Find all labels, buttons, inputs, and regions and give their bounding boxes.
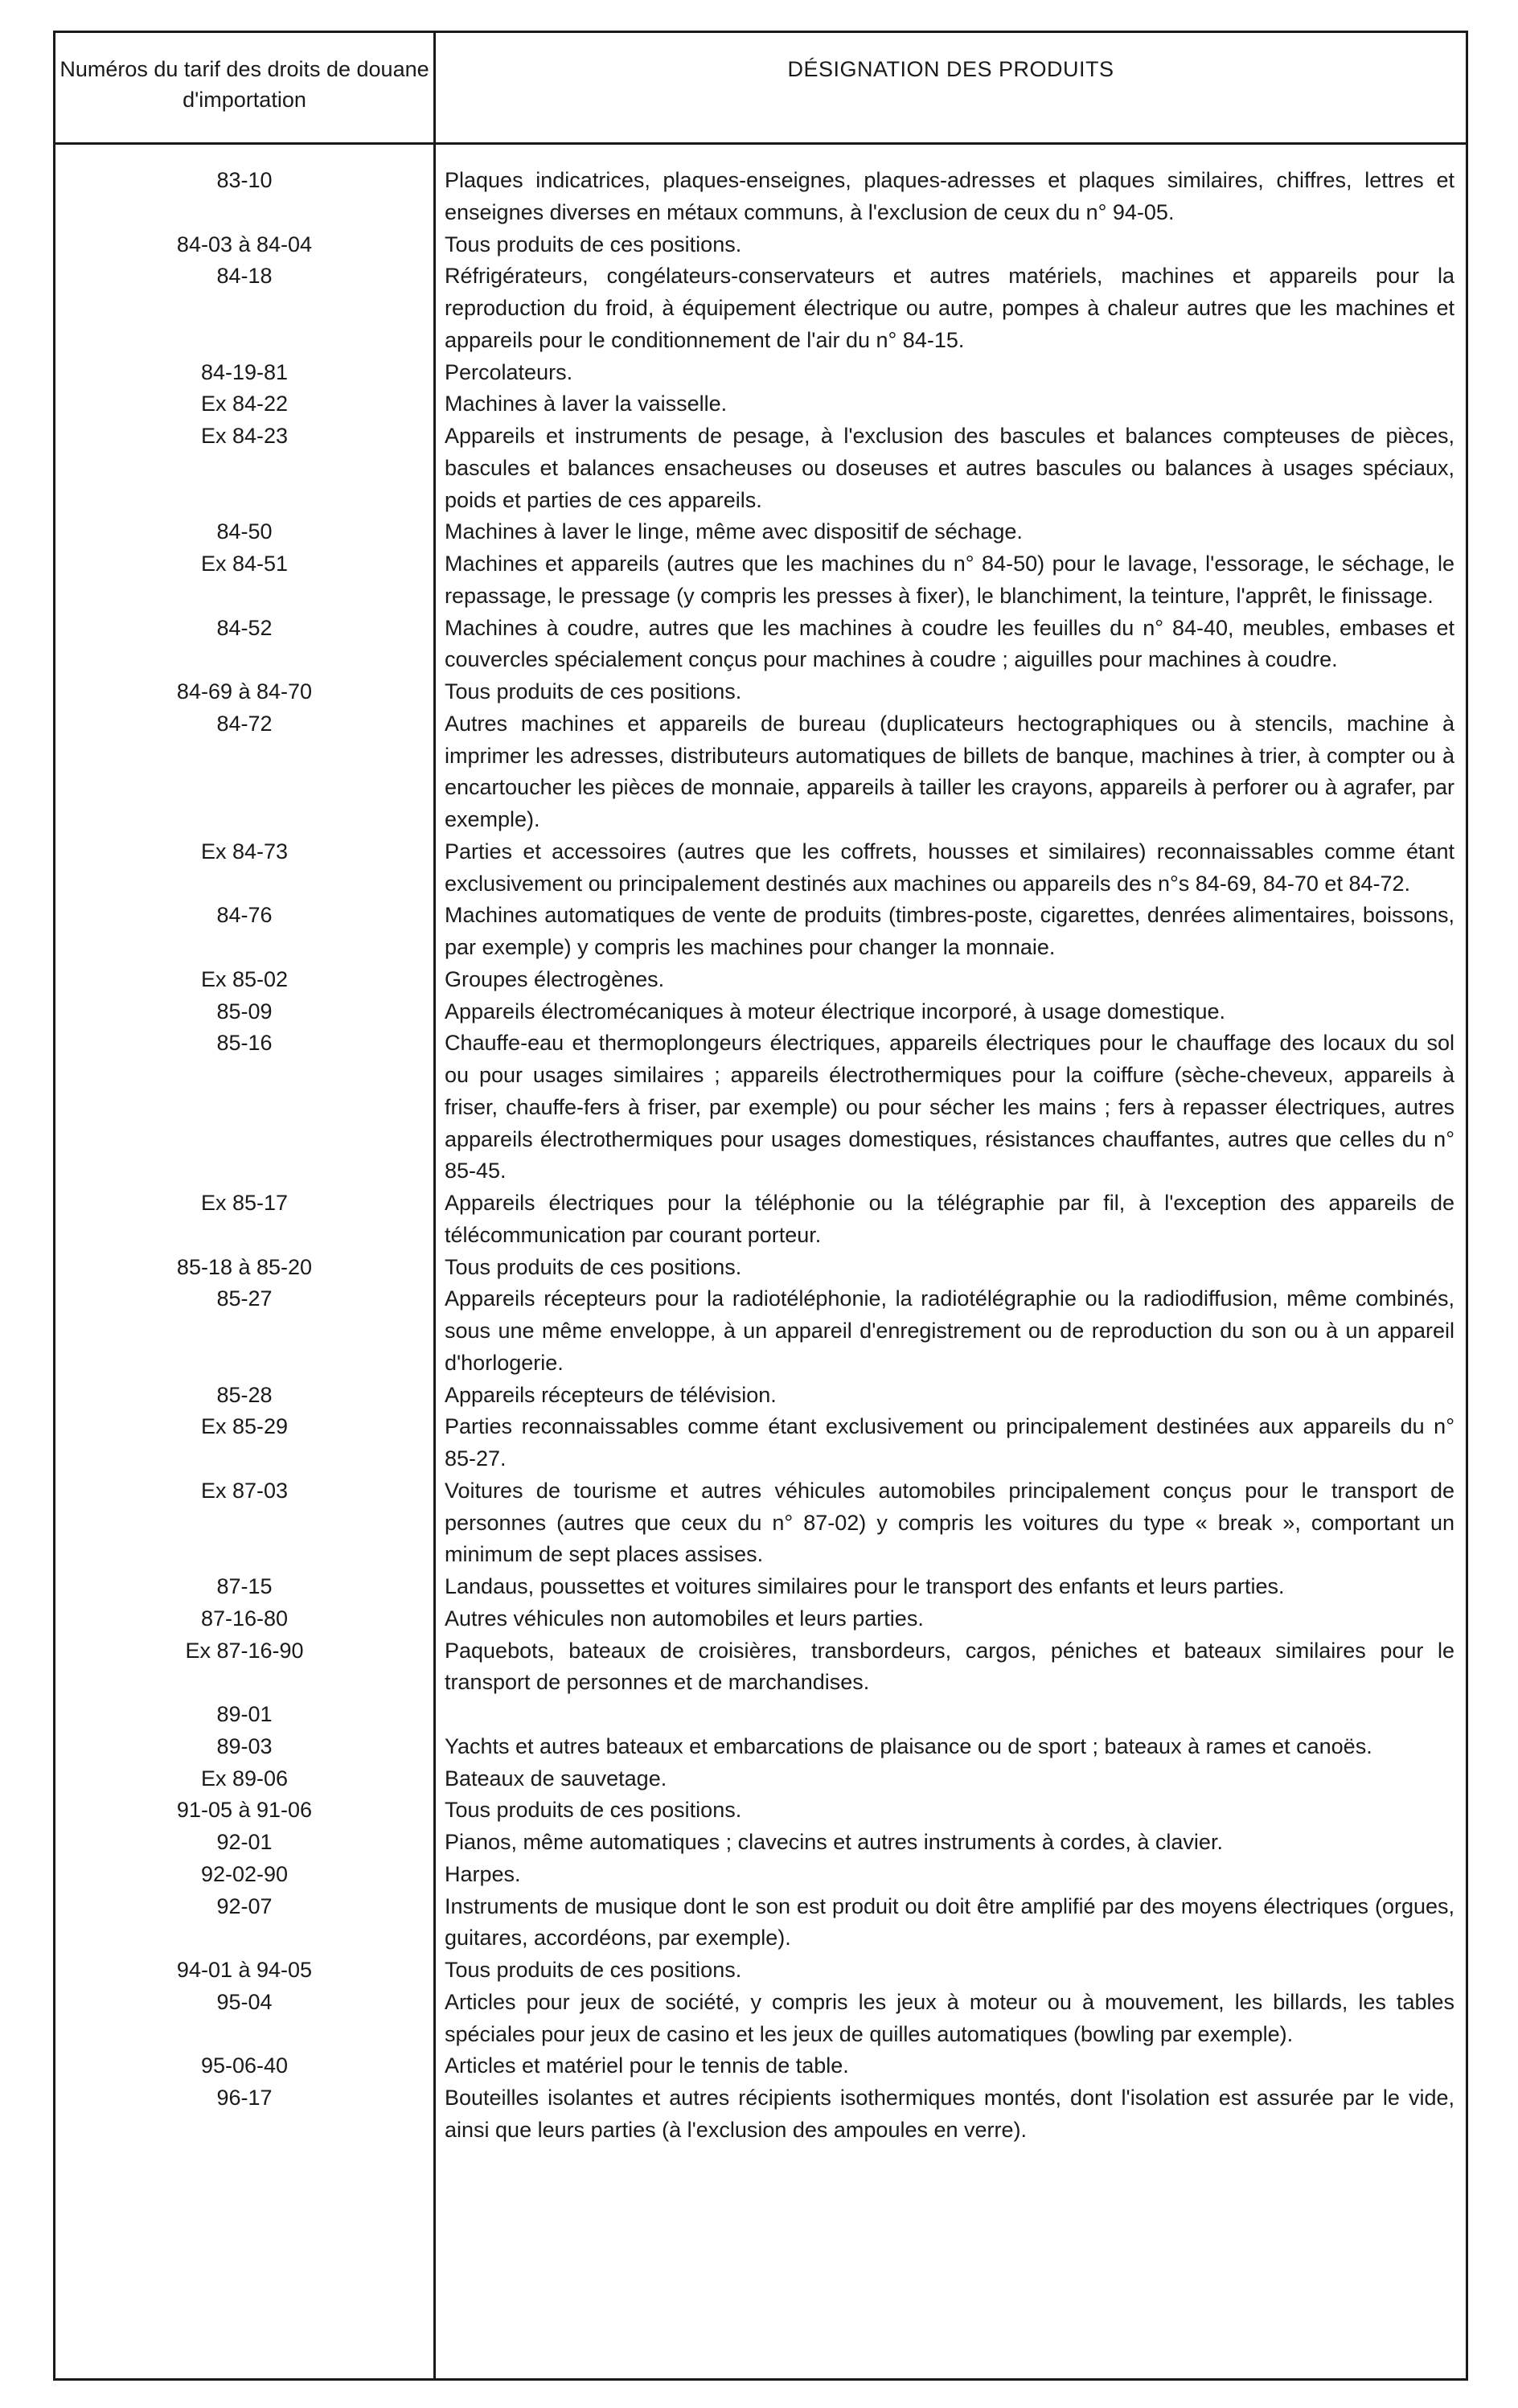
table-row <box>55 229 1466 261</box>
product-designation: Tous produits de ces positions. <box>445 1798 742 1823</box>
tariff-number: Ex 84-23 <box>200 424 289 448</box>
table-row <box>55 1731 1466 1763</box>
tariff-number: 85-09 <box>216 999 273 1024</box>
table-row <box>55 2050 1466 2082</box>
tariff-number: 96-17 <box>216 2086 273 2110</box>
product-designation: Machines à laver le linge, même avec dispositif de séchage. <box>445 519 1023 544</box>
product-designation: Paquebots, bateaux de croisières, transbordeurs, cargos, péniches et bateaux similaires pour le transport de personnes et de marchandises. <box>445 1638 1454 1695</box>
table-row <box>55 1571 1466 1603</box>
table-row <box>55 388 1466 420</box>
tariff-number: 95-06-40 <box>200 2053 289 2078</box>
tariff-number: 85-16 <box>216 1031 273 1056</box>
product-designation: Appareils électriques pour la téléphonie ou la télégraphie par fil, à l'exception des appareils de télécommunication par courant porteur. <box>445 1191 1454 1247</box>
header-tariff-numbers: Numéros du tarif des droits de douane d'importation <box>59 57 429 112</box>
product-designation: Appareils récepteurs de télévision. <box>445 1382 777 1407</box>
table-row <box>55 2082 1466 2147</box>
table-row <box>55 1380 1466 1412</box>
tariff-number: Ex 85-17 <box>200 1191 289 1215</box>
product-designation: Machines automatiques de vente de produits (timbres-poste, cigarettes, denrées alimentaires, boissons, par exemple) y compris les machines pour changer la monnaie. <box>445 903 1454 959</box>
table-row <box>55 964 1466 996</box>
product-designation: Autres véhicules non automobiles et leurs parties. <box>445 1606 924 1631</box>
tariff-number: 84-18 <box>216 264 273 289</box>
product-designation: Tous produits de ces positions. <box>445 232 742 256</box>
product-designation: Pianos, même automatiques ; clavecins et autres instruments à cordes, à clavier. <box>445 1830 1223 1854</box>
table-row <box>55 1252 1466 1284</box>
tariff-number: 91-05 à 91-06 <box>176 1798 313 1823</box>
tariff-number: 84-69 à 84-70 <box>176 679 313 704</box>
product-designation: Percolateurs. <box>445 359 573 384</box>
tariff-number: 84-19-81 <box>200 359 289 384</box>
table-row <box>55 1891 1466 1955</box>
table-row <box>55 1475 1466 1571</box>
product-designation: Appareils et instruments de pesage, à l'exclusion des bascules et balances compteuses de pièces, bascules et balances ensacheuses ou doseuses et autres bascules ou balances à usages spéciaux, poids et parties de ces appareils. <box>445 424 1454 512</box>
table-row <box>55 900 1466 964</box>
table-row <box>55 1859 1466 1891</box>
product-designation: Autres machines et appareils de bureau (duplicateurs hectographiques ou à stencils, machine à imprimer les adresses, distributeurs automatiques de billets de banque, machines à trier, à compter ou à encartoucher les pièces de monnaie, appareils à tailler les crayons, appareils à perforer ou à agrafer, par exemple). <box>445 711 1454 831</box>
product-designation: Machines à laver la vaisselle. <box>445 392 728 416</box>
product-designation: Plaques indicatrices, plaques-enseignes, plaques-adresses et plaques similaires, chiffres, lettres et enseignes diverses en métaux communs, à l'exclusion de ceux du n° 94-05. <box>445 168 1454 224</box>
product-designation: Tous produits de ces positions. <box>445 679 742 704</box>
tariff-number: 89-01 <box>216 1702 273 1726</box>
tariff-number: Ex 84-22 <box>200 392 289 416</box>
product-designation: Bouteilles isolantes et autres récipients isothermiques montés, dont l'isolation est assurée par le vide, ainsi que leurs parties (à l'exclusion des ampoules en verre). <box>445 2086 1454 2142</box>
table-row <box>55 1955 1466 1987</box>
table-row <box>55 420 1466 516</box>
table-row <box>55 357 1466 389</box>
table-row <box>55 1987 1466 2051</box>
product-designation: Bateaux de sauvetage. <box>445 1766 667 1791</box>
tariff-number: 92-02-90 <box>200 1861 289 1886</box>
tariff-number: 84-50 <box>216 519 273 544</box>
product-designation: Articles et matériel pour le tennis de table. <box>445 2053 849 2078</box>
product-designation: Parties reconnaissables comme étant exclusivement ou principalement destinées aux appareils du n° 85-27. <box>445 1414 1454 1471</box>
product-designation: Appareils électromécaniques à moteur électrique incorporé, à usage domestique. <box>445 999 1226 1024</box>
table-row <box>55 1827 1466 1859</box>
table-row <box>55 613 1466 677</box>
table-row <box>55 1283 1466 1379</box>
product-designation: Tous produits de ces positions. <box>445 1254 742 1279</box>
product-designation: Machines à coudre, autres que les machines à coudre les feuilles du n° 84-40, meubles, embases et couvercles spécialement conçus pour machines à coudre ; aiguilles pour machines à coudre. <box>445 615 1454 672</box>
tariff-number: Ex 89-06 <box>200 1766 289 1791</box>
table-row <box>55 1603 1466 1635</box>
table-row <box>55 165 1466 229</box>
product-designation: Chauffe-eau et thermoplongeurs électriques, appareils électriques pour le chauffage des locaux du sol ou pour usages similaires ; appareils électrothermiques pour la coiffure (sèche-cheveux, appareils à friser, chauffe-fers à friser, par exemple) ou pour sécher les mains ; fers à repasser électriques, autres appareils électrothermiques pour usages domestiques, résistances chauffantes, autres que celles du n° 85-45. <box>445 1031 1454 1183</box>
table-row <box>55 836 1466 900</box>
product-designation: Réfrigérateurs, congélateurs-conservateurs et autres matériels, machines et appareils pour la reproduction du froid, à équipement électrique ou autre, pompes à chaleur autres que les machines et appareils pour le conditionnement de l'air du n° 84-15. <box>445 264 1454 352</box>
table-row <box>55 708 1466 836</box>
tariff-number: 84-72 <box>216 711 273 736</box>
tariff-number: 84-76 <box>216 903 273 928</box>
tariff-number: 84-52 <box>216 615 273 640</box>
table-body <box>55 165 1466 2147</box>
product-designation: Groupes électrogènes. <box>445 966 665 991</box>
tariff-number: 85-28 <box>216 1382 273 1407</box>
tariff-number: 92-01 <box>216 1830 273 1854</box>
tariff-number: 87-15 <box>216 1574 273 1598</box>
table-row <box>55 548 1466 613</box>
tariff-number: 87-16-80 <box>200 1606 289 1631</box>
tariff-table <box>53 31 1468 2381</box>
product-designation: Appareils récepteurs pour la radiotéléphonie, la radiotélégraphie ou la radiodiffusion, même combinés, sous une même enveloppe, à un appareil d'enregistrement ou de reproduction du son ou à un appareil d'horlogerie. <box>445 1286 1454 1375</box>
tariff-number: Ex 84-51 <box>200 552 289 576</box>
table-row <box>55 996 1466 1028</box>
tariff-number: 84-03 à 84-04 <box>176 232 313 256</box>
table-row <box>55 1635 1466 1700</box>
table-row <box>55 1188 1466 1252</box>
table-row <box>55 1028 1466 1188</box>
tariff-number: 85-27 <box>216 1286 273 1311</box>
product-designation: Voitures de tourisme et autres véhicules automobiles principalement conçus pour le transport de personnes (autres que ceux du n° 87-02) y compris les voitures du type « break », comportant un minimum de sept places assises. <box>445 1478 1454 1567</box>
tariff-number: 85-18 à 85-20 <box>176 1254 313 1279</box>
tariff-number: Ex 87-16-90 <box>185 1638 304 1663</box>
product-designation: Articles pour jeux de société, y compris les jeux à moteur ou à mouvement, les billards, les tables spéciales pour jeux de casino et les jeux de quilles automatiques (bowling par exemple). <box>445 1989 1454 2046</box>
table-row <box>55 1795 1466 1827</box>
table-row <box>55 1763 1466 1795</box>
table-row <box>55 1699 1466 1731</box>
tariff-number: 94-01 à 94-05 <box>176 1958 313 1982</box>
table-row <box>55 676 1466 708</box>
product-designation: Yachts et autres bateaux et embarcations de plaisance ou de sport ; bateaux à rames et canoës. <box>445 1733 1372 1758</box>
product-designation: Machines et appareils (autres que les machines du n° 84-50) pour le lavage, l'essorage, le séchage, le repassage, le pressage (y compris les presses à fixer), le blanchiment, la teinture, l'apprêt, le finissage. <box>445 552 1454 608</box>
header-product-designation: DÉSIGNATION DES PRODUITS <box>787 57 1114 81</box>
tariff-number: Ex 84-73 <box>200 839 289 864</box>
tariff-number: 95-04 <box>216 1989 273 2014</box>
table-row <box>55 1411 1466 1475</box>
product-designation: Instruments de musique dont le son est produit ou doit être amplifié par des moyens électriques (orgues, guitares, accordéons, par exemple). <box>445 1893 1454 1951</box>
product-designation: Landaus, poussettes et voitures similaires pour le transport des enfants et leurs parties. <box>445 1574 1285 1598</box>
tariff-number: 92-07 <box>216 1893 273 1918</box>
tariff-number: Ex 85-02 <box>200 966 289 991</box>
product-designation: Parties et accessoires (autres que les coffrets, housses et similaires) reconnaissables comme étant exclusivement ou principalement destinés aux machines ou appareils des n°s 84-69, 84-70 et 84-72. <box>445 839 1454 896</box>
tariff-number: 83-10 <box>216 168 273 192</box>
table-row <box>55 516 1466 548</box>
table-header <box>55 33 1466 145</box>
tariff-number: Ex 85-29 <box>200 1414 289 1439</box>
tariff-number: Ex 87-03 <box>200 1478 289 1503</box>
tariff-number: 89-03 <box>216 1733 273 1758</box>
product-designation: Harpes. <box>445 1861 521 1886</box>
table-row <box>55 260 1466 356</box>
product-designation: Tous produits de ces positions. <box>445 1958 742 1982</box>
